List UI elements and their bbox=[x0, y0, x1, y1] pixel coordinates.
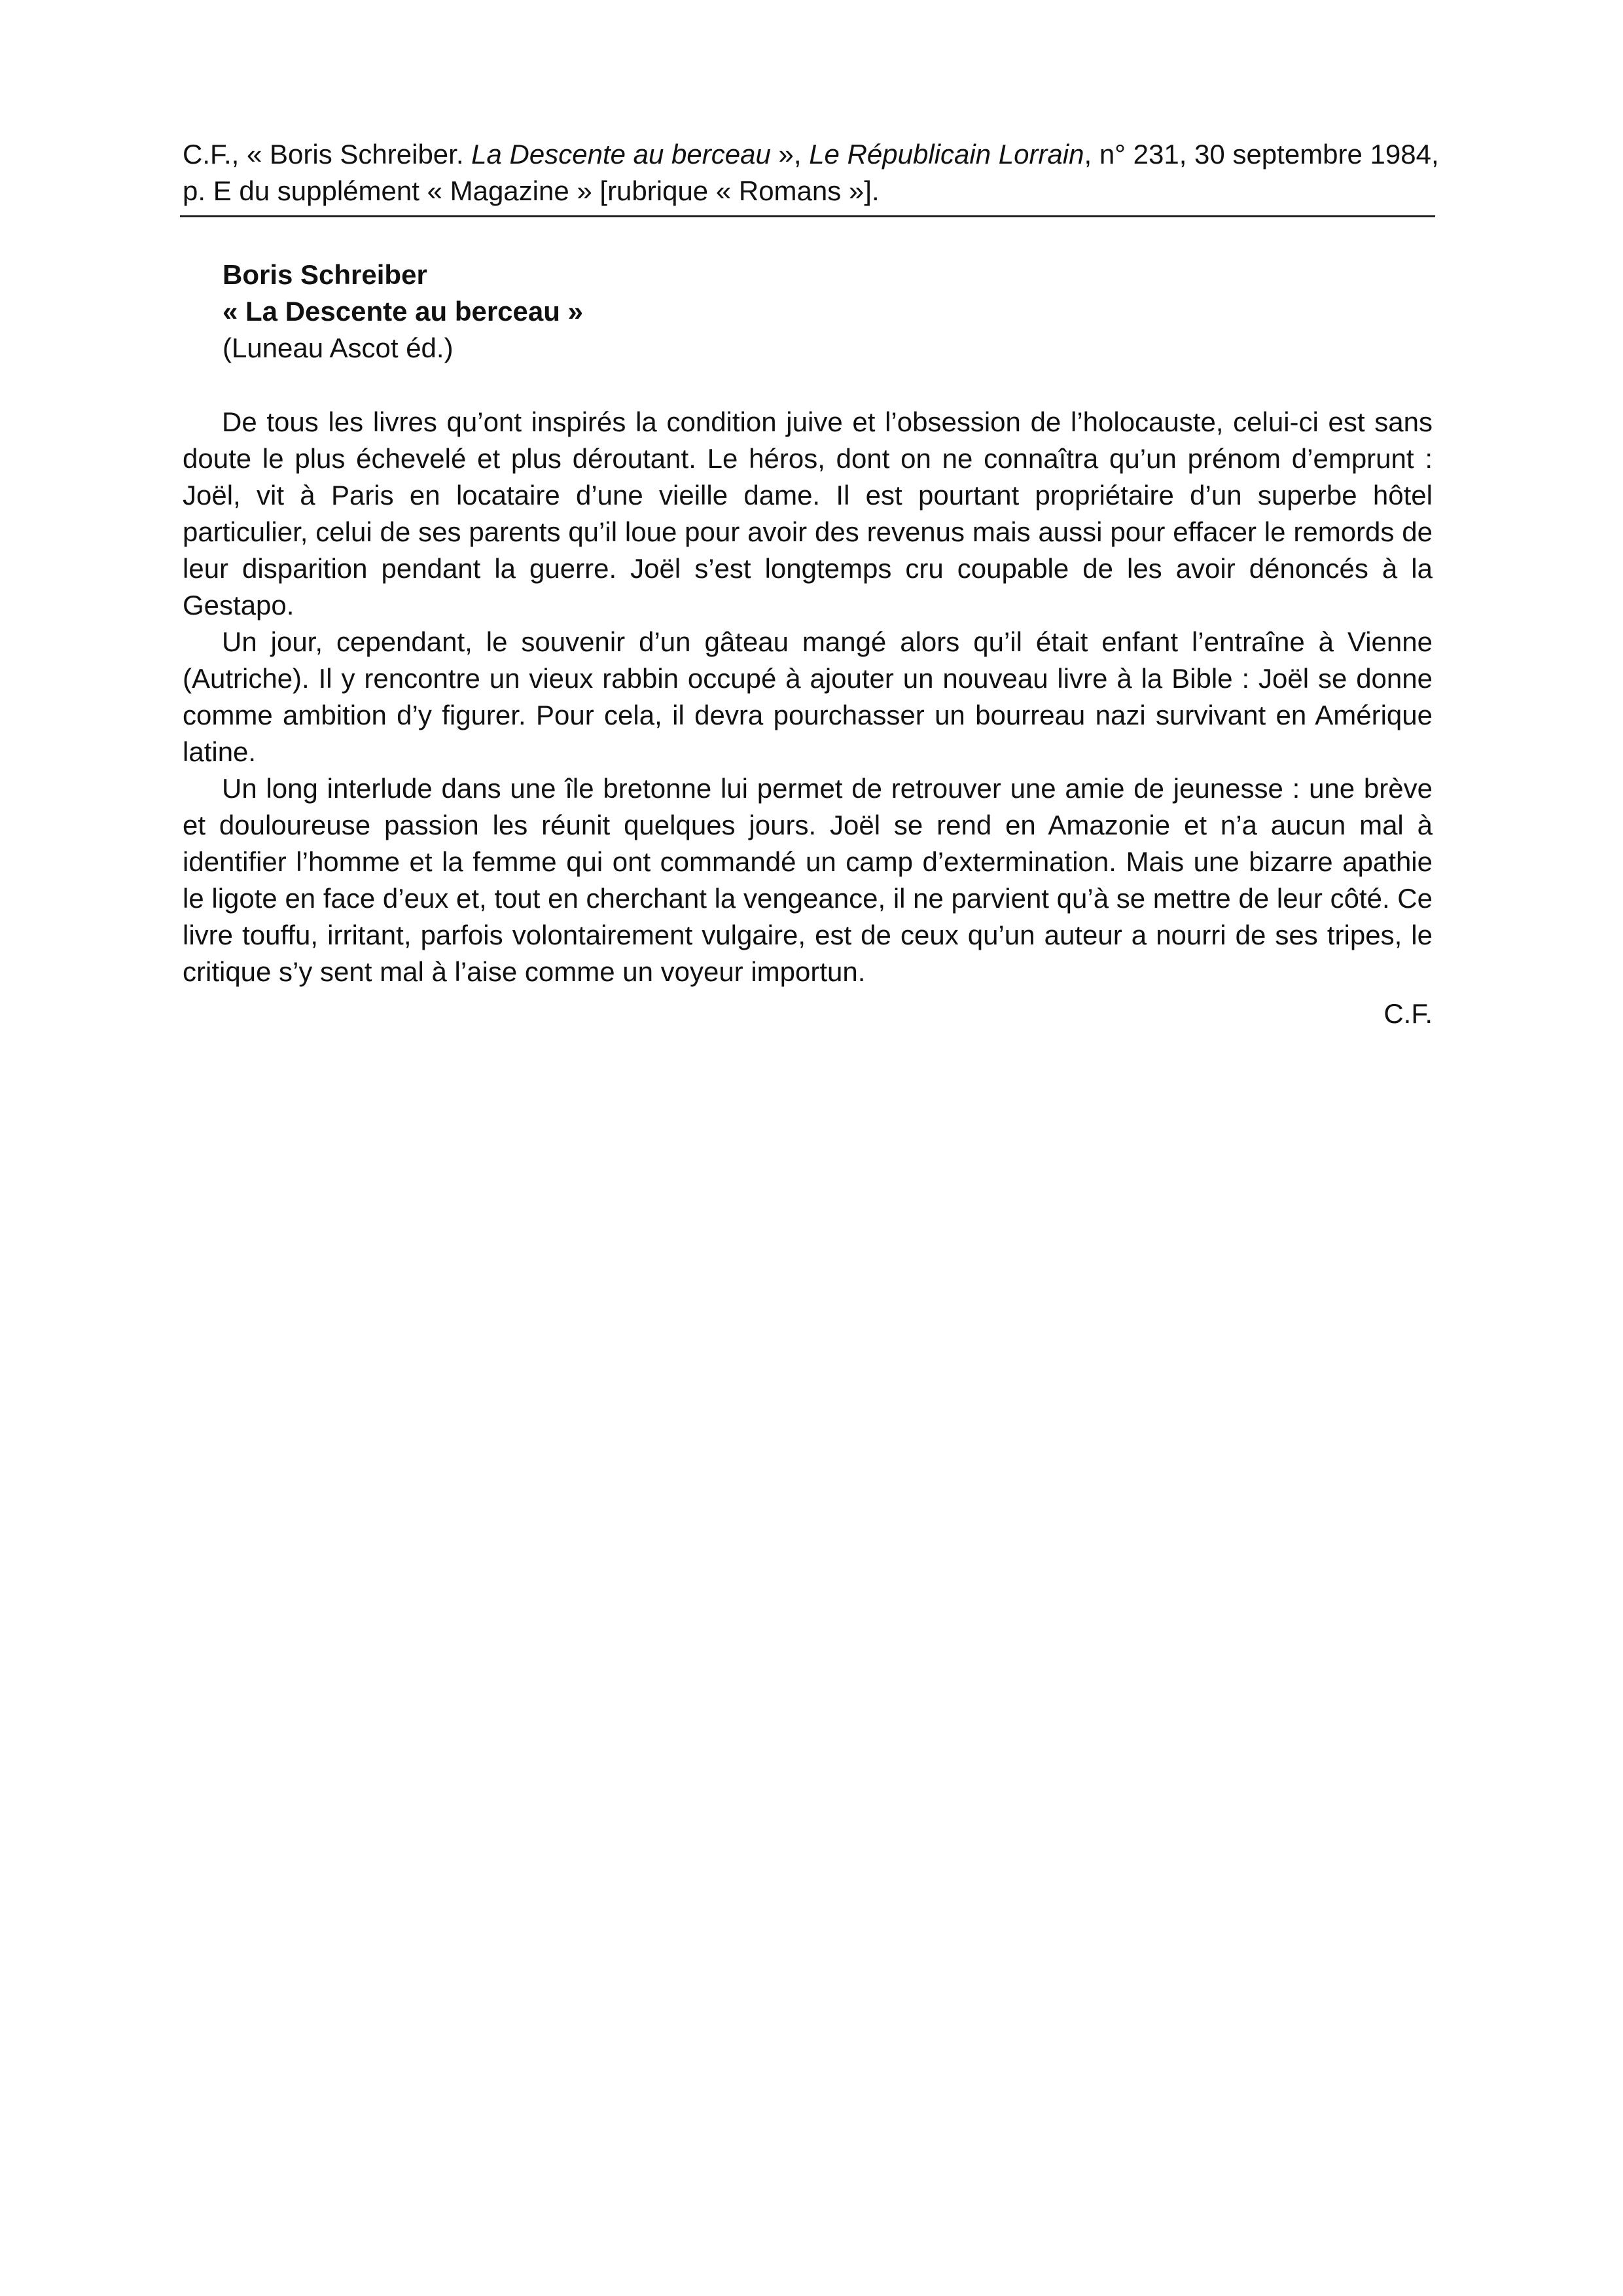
book-title: « La Descente au berceau » bbox=[223, 296, 583, 327]
review-body bbox=[183, 404, 1433, 990]
citation-line-1 bbox=[183, 136, 1439, 173]
citation-line-2: p. E du supplément « Magazine » [rubrique « Romans »]. bbox=[183, 175, 880, 206]
book-author: Boris Schreiber bbox=[223, 259, 427, 290]
review-header bbox=[223, 257, 583, 367]
review-paragraph-1: De tous les livres qu’ont inspirés la condition juive et l’obsession de l’holocauste, celui-ci est sans doute le plus échevelé et plus déroutant. Le héros, dont on ne connaîtra qu’un prénom d’emprunt : Joël, vit à Paris en locataire d’une vieille dame. Il est pourtant propriétaire d’un superbe hôtel particulier, celui de ses parents qu’il loue pour avoir des revenus mais aussi pour effacer le remords de leur disparition pendant la guerre. Joël s’est longtemps cru coupable de les avoir dénoncés à la Gestapo. bbox=[183, 406, 1433, 620]
citation-book-title: La Descente au berceau bbox=[471, 139, 771, 170]
citation-prefix: C.F., « Boris Schreiber. bbox=[183, 139, 472, 170]
review-signature: C.F. bbox=[1383, 998, 1433, 1029]
citation-separator: », bbox=[770, 139, 810, 170]
review-paragraph-2: Un jour, cependant, le souvenir d’un gâteau mangé alors qu’il était enfant l’entraîne à Vienne (Autriche). Il y rencontre un vieux rabbin occupé à ajouter un nouveau livre à la Bible : Joël se donne comme ambition d’y figurer. Pour cela, il devra pourchasser un bourreau nazi survivant en Amérique latine. bbox=[183, 626, 1433, 767]
citation-journal-name: Le Républicain Lorrain bbox=[809, 139, 1084, 170]
header-divider bbox=[180, 215, 1435, 217]
book-publisher: (Luneau Ascot éd.) bbox=[223, 332, 454, 363]
citation-issue-date: , n° 231, 30 septembre 1984, bbox=[1084, 139, 1439, 170]
review-paragraph-3: Un long interlude dans une île bretonne lui permet de retrouver une amie de jeunesse : une brève et douloureuse passion les réunit quelques jours. Joël se rend en Amazonie et n’a aucun mal à identifier l’homme et la femme qui ont commandé un camp d’extermination. Mais une bizarre apathie le ligote en face d’eux et, tout en cherchant la vengeance, il ne parvient qu’à se mettre de leur côté. Ce livre touffu, irritant, parfois volontairement vulgaire, est de ceux qu’un auteur a nourri de ses tripes, le critique s’y sent mal à l’aise comme un voyeur importun. bbox=[183, 773, 1433, 987]
citation-reference bbox=[183, 136, 1439, 209]
